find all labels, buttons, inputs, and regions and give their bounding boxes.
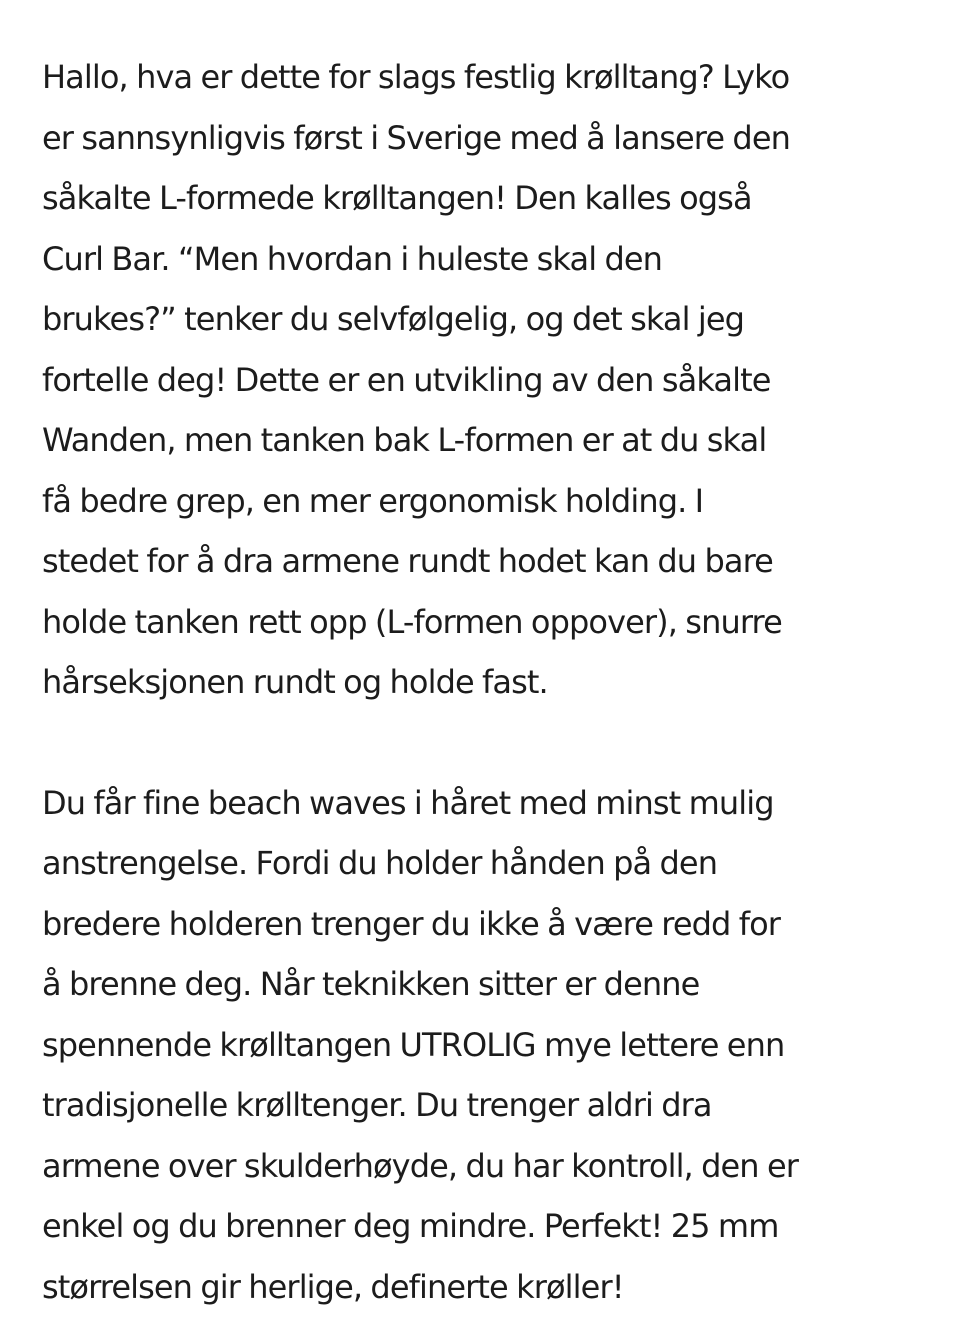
text-line: armene over skulderhøyde, du har kontroll, den er [42, 1136, 932, 1197]
text-line: størrelsen gir herlige, definerte krøller! [42, 1257, 932, 1317]
paragraph-1 [42, 47, 932, 713]
text-line: få bedre grep, en mer ergonomisk holding. I [42, 471, 932, 532]
text-line: hårseksjonen rundt og holde fast. [42, 652, 932, 713]
text-line: enkel og du brenner deg mindre. Perfekt! 25 mm [42, 1196, 932, 1257]
text-line: stedet for å dra armene rundt hodet kan du bare [42, 531, 932, 592]
text-line: anstrengelse. Fordi du holder hånden på den [42, 833, 932, 894]
text-line: å brenne deg. Når teknikken sitter er denne [42, 954, 932, 1015]
text-line: Hallo, hva er dette for slags festlig krølltang? Lyko [42, 47, 932, 108]
text-line: fortelle deg! Dette er en utvikling av den såkalte [42, 350, 932, 411]
text-line: er sannsynligvis først i Sverige med å lansere den [42, 108, 932, 169]
article-body [42, 47, 932, 1317]
text-line: Wanden, men tanken bak L-formen er at du skal [42, 410, 932, 471]
text-line: Curl Bar. “Men hvordan i huleste skal den [42, 229, 932, 290]
paragraph-2 [42, 773, 932, 1317]
text-line: holde tanken rett opp (L-formen oppover), snurre [42, 592, 932, 653]
text-line: såkalte L-formede krølltangen! Den kalles også [42, 168, 932, 229]
text-line: bredere holderen trenger du ikke å være redd for [42, 894, 932, 955]
text-line: brukes?” tenker du selvfølgelig, og det skal jeg [42, 289, 932, 350]
text-line: spennende krølltangen UTROLIG mye lettere enn [42, 1015, 932, 1076]
text-line: Du får fine beach waves i håret med minst mulig [42, 773, 932, 834]
text-line: tradisjonelle krølltenger. Du trenger aldri dra [42, 1075, 932, 1136]
